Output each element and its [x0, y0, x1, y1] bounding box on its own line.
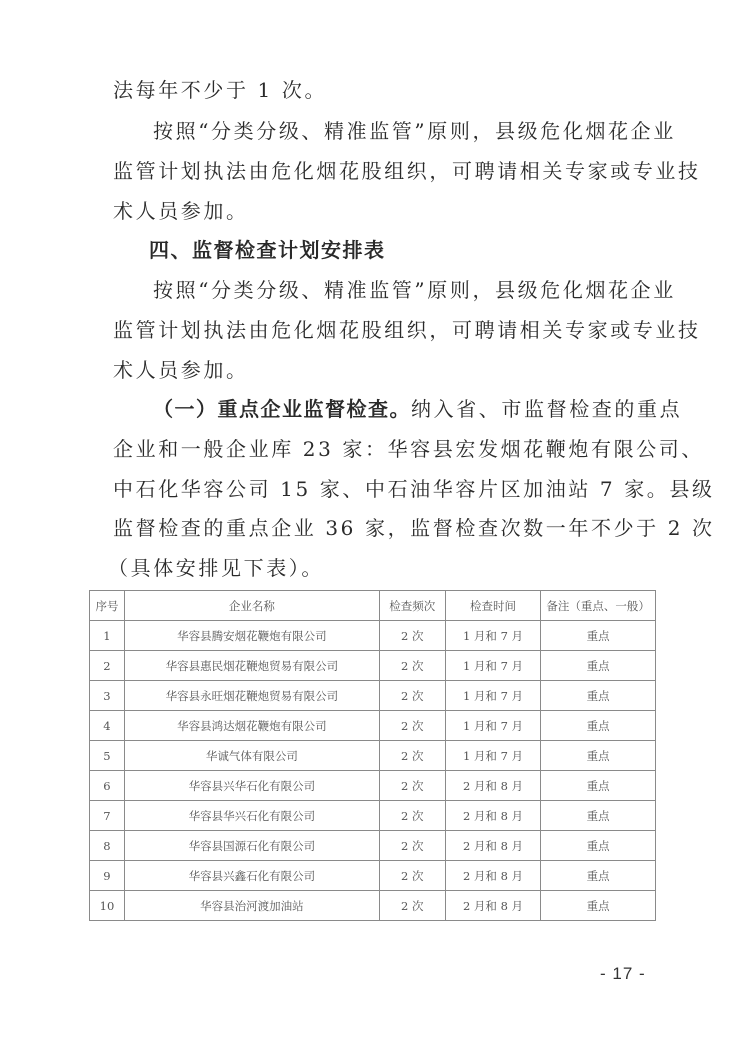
cell-time: 2 月和 8 月	[445, 831, 541, 861]
paragraph-line: 按照“分类分级、精准监管”原则，县级危化烟花企业	[153, 119, 676, 143]
cell-remark: 重点	[541, 861, 656, 891]
cell-company: 华容县华兴石化有限公司	[124, 801, 379, 831]
cell-index: 5	[90, 741, 125, 771]
cell-time: 1 月和 7 月	[445, 741, 541, 771]
cell-index: 2	[90, 651, 125, 681]
cell-frequency: 2 次	[379, 891, 445, 921]
paragraph-line: 企业和一般企业库 23 家：华容县宏发烟花鞭炮有限公司、	[113, 437, 704, 461]
cell-time: 1 月和 7 月	[445, 651, 541, 681]
cell-time: 1 月和 7 月	[445, 681, 541, 711]
header-remark: 备注（重点、一般）	[541, 591, 656, 621]
cell-time: 2 月和 8 月	[445, 771, 541, 801]
paragraph-line: 术人员参加。	[113, 199, 249, 223]
inspection-schedule-table	[89, 590, 656, 921]
paragraph-text: 纳入省、市监督检查的重点	[411, 397, 683, 421]
cell-frequency: 2 次	[379, 711, 445, 741]
cell-frequency: 2 次	[379, 681, 445, 711]
paragraph-line: 术人员参加。	[113, 358, 249, 382]
cell-frequency: 2 次	[379, 621, 445, 651]
cell-company: 华容县鸿达烟花鞭炮有限公司	[124, 711, 379, 741]
table-row	[90, 801, 656, 831]
paragraph-line: 监管计划执法由危化烟花股组织，可聘请相关专家或专业技	[113, 159, 701, 183]
cell-frequency: 2 次	[379, 741, 445, 771]
cell-remark: 重点	[541, 801, 656, 831]
cell-company: 华容县惠民烟花鞭炮贸易有限公司	[124, 651, 379, 681]
table-row	[90, 681, 656, 711]
cell-time: 1 月和 7 月	[445, 711, 541, 741]
cell-time: 2 月和 8 月	[445, 891, 541, 921]
cell-index: 4	[90, 711, 125, 741]
cell-remark: 重点	[541, 651, 656, 681]
cell-index: 3	[90, 681, 125, 711]
cell-time: 2 月和 8 月	[445, 801, 541, 831]
header-frequency: 检查频次	[379, 591, 445, 621]
cell-remark: 重点	[541, 831, 656, 861]
table-row	[90, 651, 656, 681]
table-row	[90, 741, 656, 771]
cell-company: 华容县兴鑫石化有限公司	[124, 861, 379, 891]
cell-index: 6	[90, 771, 125, 801]
header-company: 企业名称	[124, 591, 379, 621]
cell-remark: 重点	[541, 711, 656, 741]
cell-frequency: 2 次	[379, 801, 445, 831]
cell-remark: 重点	[541, 891, 656, 921]
cell-company: 华容县腾安烟花鞭炮有限公司	[124, 621, 379, 651]
cell-time: 1 月和 7 月	[445, 621, 541, 651]
table-row	[90, 831, 656, 861]
cell-company: 华容县国源石化有限公司	[124, 831, 379, 861]
paragraph-line: 监管计划执法由危化烟花股组织，可聘请相关专家或专业技	[113, 318, 701, 342]
header-time: 检查时间	[445, 591, 541, 621]
cell-company: 华容县兴华石化有限公司	[124, 771, 379, 801]
cell-remark: 重点	[541, 771, 656, 801]
cell-index: 8	[90, 831, 125, 861]
cell-frequency: 2 次	[379, 831, 445, 861]
cell-remark: 重点	[541, 621, 656, 651]
table-row	[90, 621, 656, 651]
cell-index: 10	[90, 891, 125, 921]
paragraph-line: 中石化华容公司 15 家、中石油华容片区加油站 7 家。县级	[113, 477, 715, 501]
cell-frequency: 2 次	[379, 861, 445, 891]
cell-company: 华容县治河渡加油站	[124, 891, 379, 921]
paragraph-line: （具体安排见下表）。	[108, 556, 324, 580]
paragraph-line: 监督检查的重点企业 36 家，监督检查次数一年不少于 2 次	[113, 516, 715, 540]
cell-time: 2 月和 8 月	[445, 861, 541, 891]
cell-frequency: 2 次	[379, 771, 445, 801]
cell-remark: 重点	[541, 681, 656, 711]
table-row	[90, 711, 656, 741]
cell-company: 华容县永旺烟花鞭炮贸易有限公司	[124, 681, 379, 711]
paragraph-line: 按照“分类分级、精准监管”原则，县级危化烟花企业	[153, 278, 676, 302]
paragraph-line: 法每年不少于 1 次。	[113, 78, 328, 102]
section-heading: 四、监督检查计划安排表	[149, 238, 386, 262]
cell-company: 华诚气体有限公司	[124, 741, 379, 771]
cell-index: 1	[90, 621, 125, 651]
header-index: 序号	[90, 591, 125, 621]
table-header-row	[90, 591, 656, 621]
table-row	[90, 891, 656, 921]
subsection-heading: （一）重点企业监督检查。	[153, 397, 411, 421]
cell-index: 7	[90, 801, 125, 831]
cell-remark: 重点	[541, 741, 656, 771]
table-row	[90, 771, 656, 801]
cell-frequency: 2 次	[379, 651, 445, 681]
paragraph-line	[153, 399, 693, 419]
cell-index: 9	[90, 861, 125, 891]
page-number: - 17 -	[600, 964, 646, 983]
table-row	[90, 861, 656, 891]
